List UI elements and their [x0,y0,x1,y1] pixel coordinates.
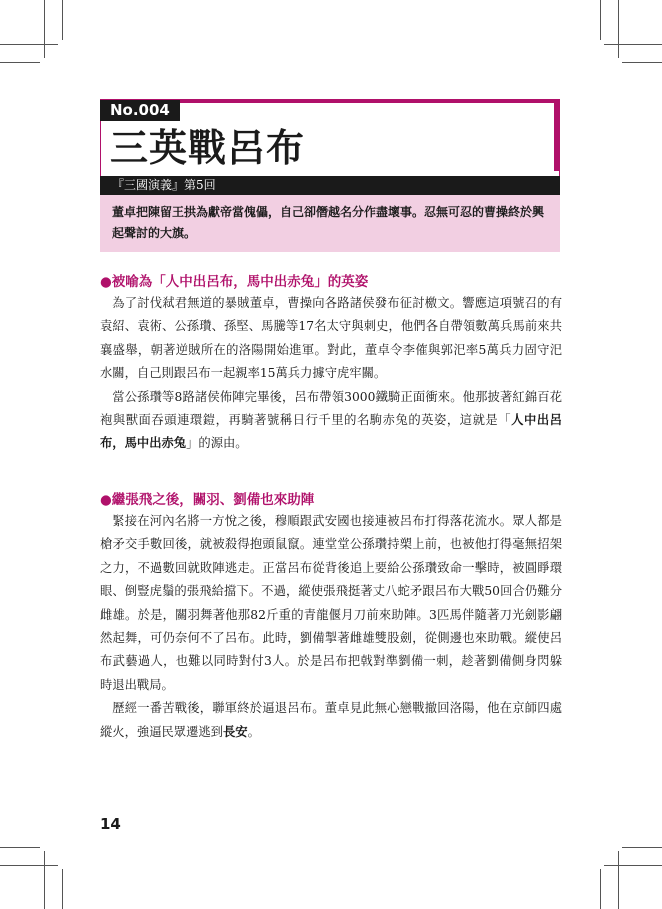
source-reference: 『三國演義』第5回 [100,176,560,195]
paragraph-text: 緊接在河內名將一方悅之後，穆順跟武安國也接連被呂布打得落花流水。眾人都是槍矛交手數回後，就被殺得抱頭鼠竄。連堂堂公孫瓚持槊上前，也被他打得毫無招架之力，不過數回就敗陣逃走。正當呂布從背後追上要給公孫瓚致命一擊時，被圓睜環眼、倒豎虎鬚的張飛給擋下。不過，縱使張飛挺著丈八蛇矛跟呂布大戰50回合仍難分雌雄。於是，關羽舞著他那82斤重的青龍偃月刀前來助陣。3匹馬伴隨著刀光劍影翩然起舞，可仍奈何不了呂布。此時，劉備掣著雌雄雙股劍，從側邊也來助戰。縱使呂布武藝過人，也難以同時對付3人。於是呂布把戟對準劉備一刺，趁著劉備側身閃躲時退出戰局。 [100,514,562,692]
section-heading: ●繼張飛之後，關羽、劉備也來助陣 [100,492,315,508]
accent-bar [554,99,560,171]
emphasized-text: 人中出呂布，馬中出赤兔 [100,413,562,451]
paragraph [100,510,562,697]
crop-mark [0,865,58,866]
section-body [100,510,562,744]
crop-mark [618,0,619,58]
page-number: 14 [100,815,121,833]
crop-mark [600,869,601,909]
chapter-number: No.004 [100,100,180,121]
emphasized-text: 長安 [222,724,248,739]
crop-mark [622,62,662,63]
crop-mark [0,62,40,63]
paragraph-text: 當公孫瓚等8路諸侯佈陣完畢後，呂布帶領3000鐵騎正面衝來。他那披著紅錦百花袍與獸面吞頭連環鎧，再騎著號稱日行千里的名駒赤兔的英姿，這就是「 [100,389,562,428]
paragraph [100,292,562,386]
crop-mark [600,0,601,40]
paragraph-text: 。 [247,724,260,739]
section-body [100,292,562,456]
section-heading: ●被喻為「人中出呂布，馬中出赤兔」的英姿 [100,274,369,290]
crop-mark [604,865,662,866]
crop-mark [44,851,45,909]
paragraph-text: 」的源由。 [186,436,248,451]
paragraph-text: 為了討伐弒君無道的暴賊董卓，曹操向各路諸侯發布征討檄文。響應這項號召的有袁紹、袁術、公孫瓚、孫堅、馬騰等17名太守與刺史，他們各自帶領數萬兵馬前來共襄盛舉，朝著逆賊所在的洛陽開始進軍。對此，董卓令李傕與郭汜率5萬兵力固守汜水關，自己則跟呂布一起親率15萬兵力據守虎牢關。 [100,296,562,381]
crop-mark [622,847,662,848]
crop-mark [604,44,662,45]
paragraph [100,697,562,744]
crop-mark [0,847,40,848]
crop-mark [0,44,58,45]
paragraph-text: 歷經一番苦戰後，聯軍終於逼退呂布。董卓見此無心戀戰撤回洛陽，他在京師四處縱火，強逼民眾遷逃到 [100,701,562,739]
chapter-summary: 董卓把陳留王拱為獻帝當傀儡，自己卻僭越名分作盡壞事。忍無可忍的曹操終於興起聲討的大旗。 [100,195,560,252]
crop-mark [62,0,63,40]
chapter-title: 三英戰呂布 [110,126,306,170]
crop-mark [62,869,63,909]
crop-mark [618,851,619,909]
chapter-header [100,99,560,251]
paragraph [100,386,562,456]
crop-mark [44,0,45,58]
